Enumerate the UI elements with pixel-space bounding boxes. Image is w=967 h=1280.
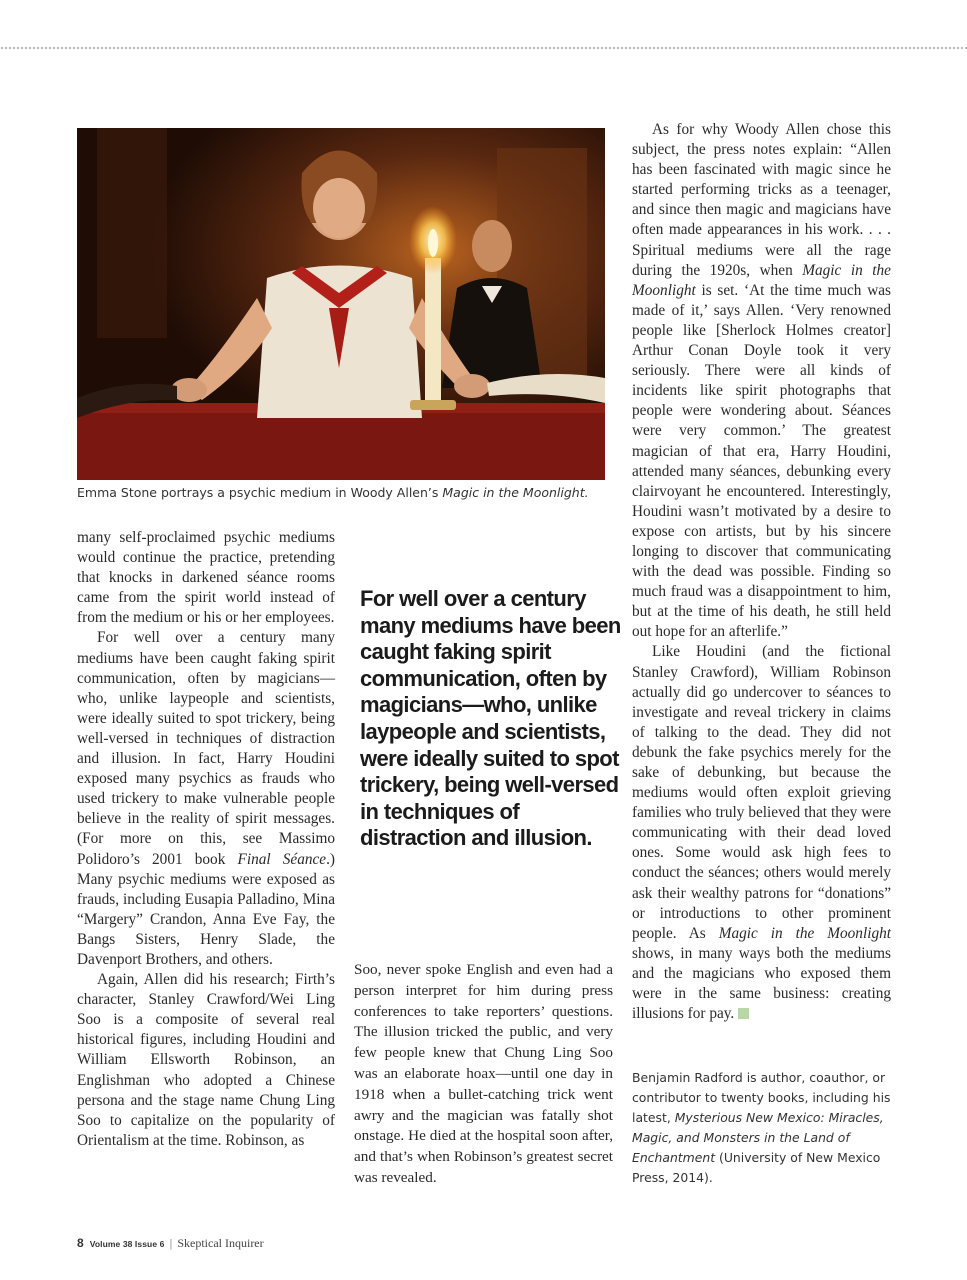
paragraph — [632, 642, 891, 1024]
paragraph-text: shows, in many ways both the mediums and the magicians who exposed them were in the same business: creating illusions for pay. — [632, 944, 891, 1023]
author-bio — [632, 1068, 897, 1187]
paragraph: Soo, never spoke English and even had a person interpret for him during press conferences to take reporters’ questions. The illusion tricked the public, and very few people knew that Chung Ling Soo was an elaborate hoax—until one day in 1918 when a bullet-catching trick went awry and the magician was fatally shot onstage. He died at the hospital soon after, and that’s when Robinson’s greatest secret was revealed. — [354, 961, 613, 1186]
paragraph-text: .) Many psychic mediums were exposed as frauds, including Eusapia Palladino, Mina “Margery” Crandon, Anna Eve Fay, the Bangs Sisters, Henry Slade, the Davenport Brothers, and others. — [77, 850, 335, 968]
paragraph-text: As for why Woody Allen chose this subject, the press notes explain: “Allen has been fascinated with magic since he started performing tricks as a teenager, and since then magic and magicians have often made appearances in his work. . . . Spiritual mediums were all the rage during the 1920s, when — [632, 121, 891, 279]
page-footer — [77, 1236, 264, 1251]
seance-photo-icon — [77, 128, 605, 480]
bio-text: Benjamin Radford is author, coauthor, or contributor to twenty books, including his latest, — [632, 1070, 891, 1125]
end-mark-icon — [738, 1008, 749, 1019]
film-title: Magic in the Moonlight — [718, 924, 892, 942]
page-number: 8 — [77, 1236, 84, 1250]
magazine-name: Skeptical Inquirer — [177, 1236, 264, 1250]
footer-separator: | — [169, 1238, 173, 1250]
film-title: Magic in the Moonlight — [632, 261, 891, 299]
pull-quote: For well over a century many mediums have been caught faking spirit communication, often by magicians—who, unlike laypeople and scientists, were ideally suited to spot trickery, being well-versed in techniques of distraction and illusion. — [360, 586, 621, 851]
paragraph: Again, Allen did his research; Firth’s character, Stanley Crawford/Wei Ling Soo is a composite of several real historical figures, including Houdini and William Ellsworth Robinson, an Englishman who adopted a Chinese persona and the stage name Chung Ling Soo to capitalize on the popularity of Orientalism at the time. Robinson, as — [77, 971, 335, 1149]
paragraph-text: is set. ‘At the time much was made of it,’ says Allen. ‘Very renowned people like [Sherlock Holmes creator] Arthur Conan Doyle took it very seriously. There were all kinds of incidents like spirit photographs that people were wondering about. Séances were very common.’ The greatest magician of that era, Harry Houdini, attended many séances, debunking every clairvoyant he encountered. Interestingly, Houdini wasn’t motivated by a desire to expose con artists, but by his sincere longing to discover that communicating with the dead was possible. Finding so much fraud was a disappointment to him, but at the time of his death, he still held out hope for an afterlife.” — [632, 281, 891, 641]
paragraph-text: Like Houdini (and the fictional Stanley Crawford), William Robinson actually did go undercover to séances to investigate and reveal trickery in claims of talking to the dead. They did not debunk the fake psychics merely for the sake of debunking, but because the mediums would often exploit grieving families who truly believed that they were communicating with their dead loved ones. Some would ask high fees to conduct the séances; others would merely ask their wealthy patrons for “donations” or introductions to other prominent people. As — [632, 643, 891, 942]
volume-issue: Volume 38 Issue 6 — [89, 1239, 165, 1249]
paragraph — [632, 120, 891, 642]
bio-text: (University of New Mexico Press, 2014). — [632, 1149, 881, 1185]
book-title: Final Séance — [237, 850, 327, 868]
photo-caption — [77, 485, 617, 500]
caption-film-title: Magic in the Moonlight. — [442, 485, 589, 500]
article-photo — [77, 128, 605, 480]
bio-book-title: Mysterious New Mexico: Miracles, Magic, and Monsters in the Land of Enchantment — [632, 1109, 884, 1165]
column-right — [632, 120, 891, 1024]
paragraph: many self-proclaimed psychic mediums would continue the practice, pretending that knocks in darkened séance rooms came from the spirit world instead of from the medium or his or her employees. — [77, 529, 335, 627]
paragraph-text: For well over a century many mediums have been caught faking spirit communication, often by magicians—who, unlike laypeople and scientists, were ideally suited to spot trickery, being well-versed in techniques of distraction and illusion. In fact, Harry Houdini exposed many psychics as frauds who used trickery to make vulnerable people believe in the reality of spirit messages. (For more on this, see Massimo Polidoro’s 2001 book — [77, 629, 335, 868]
column-middle — [354, 960, 613, 1189]
paragraph — [77, 628, 335, 970]
top-dotted-rule — [0, 46, 967, 56]
caption-text: Emma Stone portrays a psychic medium in Woody Allen’s — [77, 485, 443, 500]
column-left — [77, 528, 335, 1151]
